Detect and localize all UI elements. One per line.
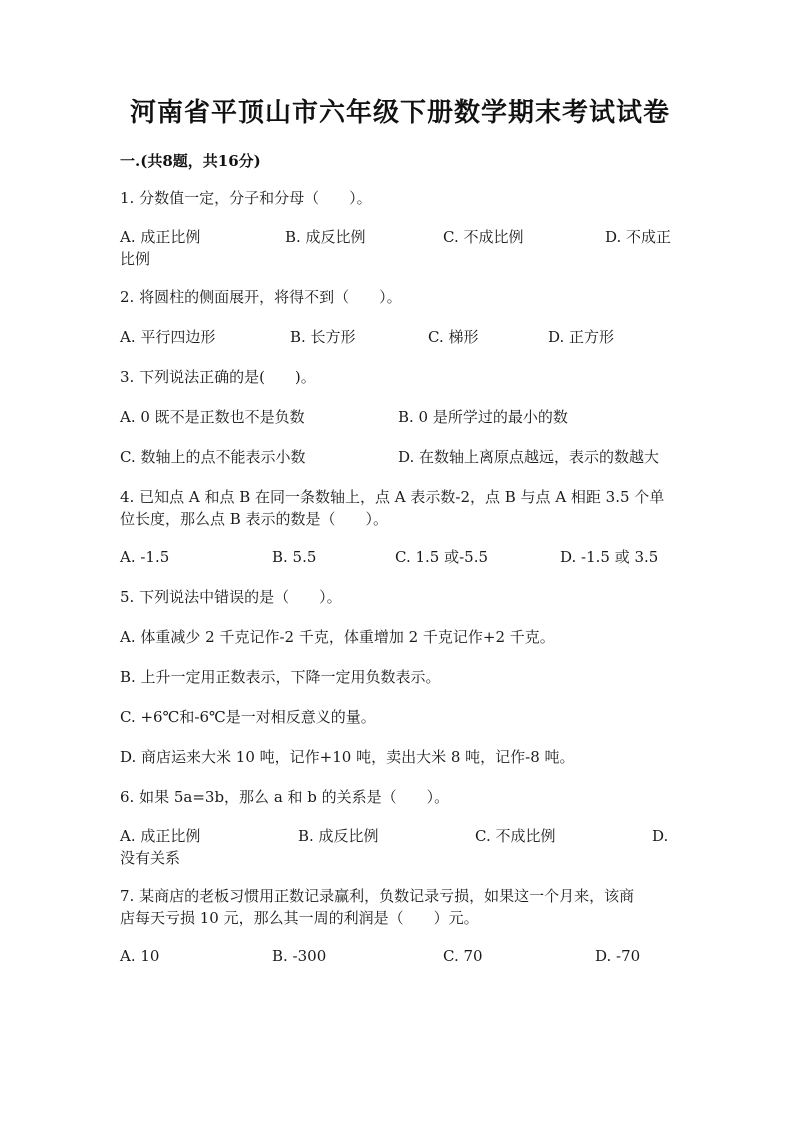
question-7-option-b: B. -300 bbox=[272, 947, 327, 965]
question-7-stem-line-2: 店每天亏损 10 元，那么其一周的利润是（ ）元。 bbox=[120, 909, 479, 927]
question-2-stem: 2. 将圆柱的侧面展开，将得不到（ ）。 bbox=[120, 288, 402, 306]
question-6-option-d: D. bbox=[652, 827, 669, 845]
question-2-option-a: A. 平行四边形 bbox=[120, 328, 216, 346]
question-1-option-d: D. 不成正 bbox=[605, 228, 672, 246]
question-7-stem-line-1: 7. 某商店的老板习惯用正数记录赢利，负数记录亏损，如果这一个月来，该商 bbox=[120, 887, 635, 905]
question-5-option-b: B. 上升一定用正数表示，下降一定用负数表示。 bbox=[120, 668, 441, 686]
question-1-option-c: C. 不成比例 bbox=[443, 228, 524, 246]
question-3-option-a: A. 0 既不是正数也不是负数 bbox=[120, 408, 305, 426]
question-5-option-c: C. +6℃和-6℃是一对相反意义的量。 bbox=[120, 708, 376, 726]
question-1-option-b: B. 成反比例 bbox=[285, 228, 366, 246]
question-2-option-b: B. 长方形 bbox=[290, 328, 356, 346]
question-2-option-c: C. 梯形 bbox=[428, 328, 479, 346]
question-4-option-a: A. -1.5 bbox=[120, 548, 170, 566]
question-4-option-c: C. 1.5 或-5.5 bbox=[395, 548, 489, 566]
question-6-option-b: B. 成反比例 bbox=[298, 827, 379, 845]
question-7-option-c: C. 70 bbox=[443, 947, 483, 965]
question-1-option-a: A. 成正比例 bbox=[120, 228, 201, 246]
question-3-option-b: B. 0 是所学过的最小的数 bbox=[398, 408, 568, 426]
question-4-option-d: D. -1.5 或 3.5 bbox=[560, 548, 659, 566]
question-4-stem-line-1: 4. 已知点 A 和点 B 在同一条数轴上，点 A 表示数-2，点 B 与点 A 相距 3.5 个单 bbox=[120, 488, 665, 506]
question-6-stem: 6. 如果 5a=3b，那么 a 和 b 的关系是（ ）。 bbox=[120, 788, 450, 806]
question-1-option-d-continued: 比例 bbox=[120, 250, 151, 268]
question-3-option-c: C. 数轴上的点不能表示小数 bbox=[120, 448, 306, 466]
question-4-option-b: B. 5.5 bbox=[272, 548, 317, 566]
question-3-option-d: D. 在数轴上离原点越远，表示的数越大 bbox=[398, 448, 660, 466]
exam-title: 河南省平顶山市六年级下册数学期末考试试卷 bbox=[129, 98, 670, 128]
question-6-option-c: C. 不成比例 bbox=[475, 827, 556, 845]
question-6-option-a: A. 成正比例 bbox=[120, 827, 201, 845]
question-5-option-d: D. 商店运来大米 10 吨，记作+10 吨，卖出大米 8 吨，记作-8 吨。 bbox=[120, 748, 575, 766]
question-5-stem: 5. 下列说法中错误的是（ ）。 bbox=[120, 588, 342, 606]
question-4-stem-line-2: 位长度，那么点 B 表示的数是（ ）。 bbox=[120, 510, 389, 528]
question-2-option-d: D. 正方形 bbox=[548, 328, 615, 346]
question-3-stem: 3. 下列说法正确的是( )。 bbox=[120, 368, 316, 386]
question-1-stem: 1. 分数值一定，分子和分母（ ）。 bbox=[120, 189, 372, 207]
section-heading: 一.(共8题，共16分) bbox=[120, 152, 261, 170]
question-7-option-a: A. 10 bbox=[120, 947, 160, 965]
question-7-option-d: D. -70 bbox=[595, 947, 641, 965]
question-6-option-d-continued: 没有关系 bbox=[120, 849, 181, 867]
question-5-option-a: A. 体重减少 2 千克记作-2 千克，体重增加 2 千克记作+2 千克。 bbox=[120, 628, 555, 646]
